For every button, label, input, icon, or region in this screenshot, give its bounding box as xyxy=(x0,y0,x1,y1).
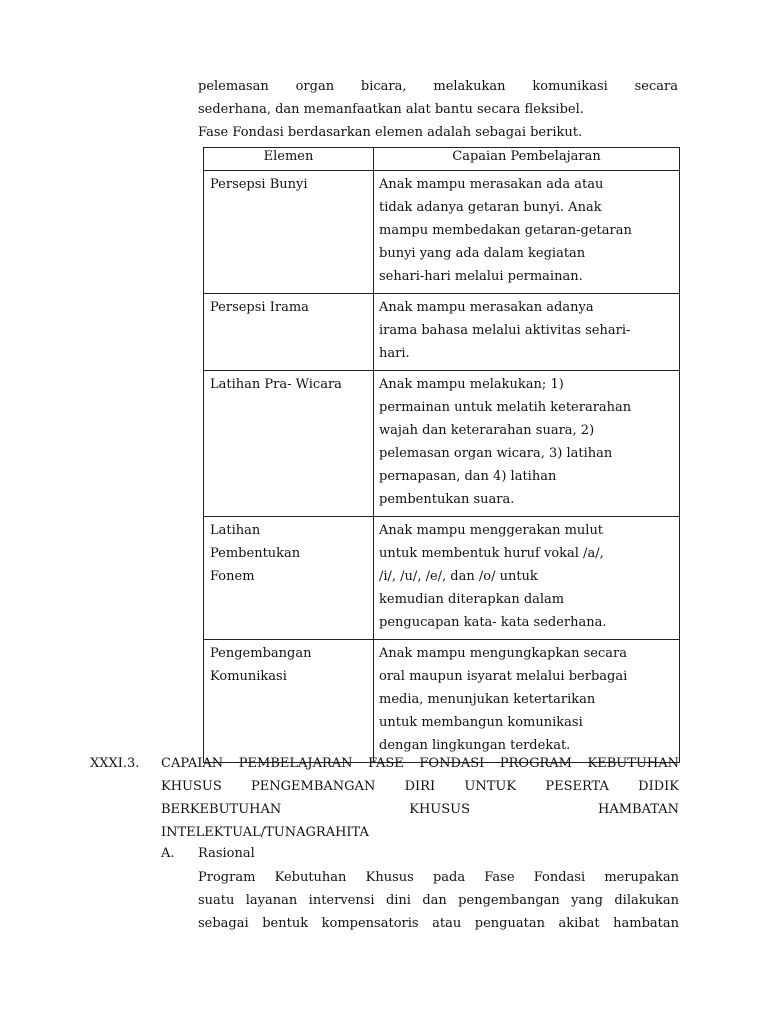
section-number: XXXI.3. xyxy=(90,756,140,771)
capaian-table xyxy=(203,147,680,763)
header-elemen: Elemen xyxy=(204,148,374,171)
section-title xyxy=(161,752,679,844)
capaian-line: bunyi yang ada dalam kegiatan xyxy=(379,246,586,261)
paragraph-line: sebagai bentuk kompensatoris atau penguatan akibat hambatan xyxy=(198,916,679,931)
cell-capaian xyxy=(374,640,680,763)
table-row xyxy=(204,640,680,763)
capaian-line: irama bahasa melalui aktivitas sehari- xyxy=(379,323,631,338)
intro-line-3: Fase Fondasi berdasarkan elemen adalah sebagai berikut. xyxy=(198,125,583,140)
cell-elemen xyxy=(204,371,374,517)
capaian-line: pernapasan, dan 4) latihan xyxy=(379,469,557,484)
cell-capaian xyxy=(374,294,680,371)
table-body xyxy=(204,171,680,763)
capaian-line: Anak mampu merasakan adanya xyxy=(379,300,594,315)
capaian-line: Anak mampu merasakan ada atau xyxy=(379,177,604,192)
cell-capaian xyxy=(374,517,680,640)
cell-elemen xyxy=(204,517,374,640)
table-header-row xyxy=(204,148,680,171)
paragraph-line: suatu layanan intervensi dini dan pengembangan yang dilakukan xyxy=(198,893,679,908)
capaian-line: hari. xyxy=(379,346,410,361)
capaian-line: mampu membedakan getaran-getaran xyxy=(379,223,632,238)
elemen-line: Latihan Pra- Wicara xyxy=(210,377,342,392)
rasional-paragraph xyxy=(198,866,679,935)
capaian-line: untuk membangun komunikasi xyxy=(379,715,583,730)
intro-line-1: pelemasan organ bicara, melakukan komunikasi secara xyxy=(198,79,678,94)
elemen-line: Persepsi Bunyi xyxy=(210,177,308,192)
section-title-line: KHUSUS PENGEMBANGAN DIRI UNTUK PESERTA DIDIK xyxy=(161,779,679,794)
section-title-line: CAPAIAN PEMBELAJARAN FASE FONDASI PROGRAM KEBUTUHAN xyxy=(161,756,679,771)
capaian-line: permainan untuk melatih keterarahan xyxy=(379,400,632,415)
table-row xyxy=(204,371,680,517)
table-row xyxy=(204,294,680,371)
elemen-line: Komunikasi xyxy=(210,669,287,684)
header-capaian: Capaian Pembelajaran xyxy=(374,148,680,171)
capaian-line: Anak mampu mengungkapkan secara xyxy=(379,646,627,661)
capaian-line: dengan lingkungan terdekat. xyxy=(379,738,571,753)
capaian-line: pengucapan kata- kata sederhana. xyxy=(379,615,607,630)
capaian-line: media, menunjukan ketertarikan xyxy=(379,692,596,707)
elemen-line: Fonem xyxy=(210,569,255,584)
cell-elemen xyxy=(204,171,374,294)
elemen-line: Persepsi Irama xyxy=(210,300,309,315)
capaian-line: tidak adanya getaran bunyi. Anak xyxy=(379,200,602,215)
capaian-line: Anak mampu menggerakan mulut xyxy=(379,523,604,538)
capaian-line: untuk membentuk huruf vokal /a/, xyxy=(379,546,604,561)
cell-elemen xyxy=(204,640,374,763)
elemen-line: Latihan xyxy=(210,523,261,538)
table-row xyxy=(204,171,680,294)
cell-elemen xyxy=(204,294,374,371)
section-title-line: INTELEKTUAL/TUNAGRAHITA xyxy=(161,825,369,840)
capaian-line: oral maupun isyarat melalui berbagai xyxy=(379,669,628,684)
capaian-line: kemudian diterapkan dalam xyxy=(379,592,565,607)
intro-line-2: sederhana, dan memanfaatkan alat bantu secara fleksibel. xyxy=(198,102,584,117)
paragraph-line: Program Kebutuhan Khusus pada Fase Fondasi merupakan xyxy=(198,870,679,885)
capaian-line: wajah dan keterarahan suara, 2) xyxy=(379,423,595,438)
capaian-line: Anak mampu melakukan; 1) xyxy=(379,377,564,392)
elemen-line: Pengembangan xyxy=(210,646,312,661)
table-row xyxy=(204,517,680,640)
subsection-letter: A. xyxy=(161,846,175,861)
cell-capaian xyxy=(374,171,680,294)
capaian-line: pembentukan suara. xyxy=(379,492,515,507)
section-title-line: BERKEBUTUHAN KHUSUS HAMBATAN xyxy=(161,802,679,817)
elemen-line: Pembentukan xyxy=(210,546,301,561)
capaian-line: /i/, /u/, /e/, dan /o/ untuk xyxy=(379,569,538,584)
capaian-line: pelemasan organ wicara, 3) latihan xyxy=(379,446,613,461)
capaian-line: sehari-hari melalui permainan. xyxy=(379,269,583,284)
subsection-title: Rasional xyxy=(198,846,255,861)
cell-capaian xyxy=(374,371,680,517)
